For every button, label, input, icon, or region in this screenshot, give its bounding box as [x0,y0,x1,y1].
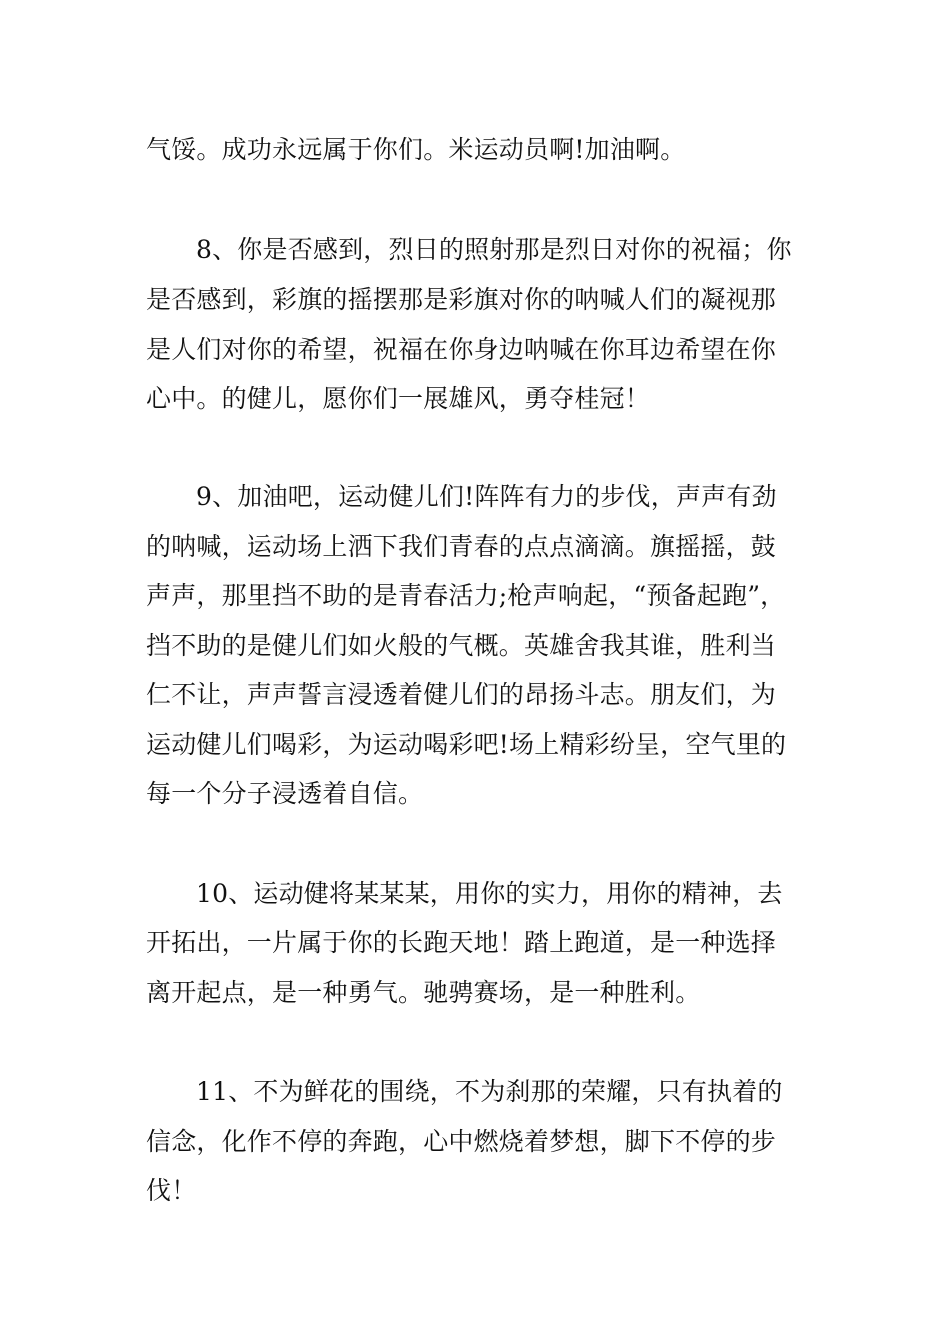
paragraph-11-line-3: 伐！ [146,1176,197,1205]
paragraph-8-line-1: 8、你是否感到，烈日的照射那是烈日对你的祝福；你 [196,235,792,264]
paragraph-10-line-2: 开拓出，一片属于你的长跑天地！踏上跑道，是一种选择 [146,928,777,957]
paragraph-7-line-1: 气馁。成功永远属于你们。米运动员啊!加油啊。 [146,135,686,164]
paragraph-8-line-2: 是否感到，彩旗的摇摆那是彩旗对你的呐喊人们的凝视那 [146,285,777,314]
paragraph-9-line-5: 仁不让，声声誓言浸透着健儿们的昂扬斗志。朋友们，为 [146,680,777,709]
paragraph-8-line-3: 是人们对你的希望，祝福在你身边呐喊在你耳边希望在你 [146,335,777,364]
paragraph-9-line-3: 声声，那里挡不助的是青春活力;枪声响起，“预备起跑”， [146,581,786,610]
paragraph-9-line-1: 9、加油吧，运动健儿们!阵阵有力的步伐，声声有劲 [196,482,777,511]
paragraph-9-line-4: 挡不助的是健儿们如火般的气概。英雄舍我其谁，胜利当 [146,631,777,660]
paragraph-8-line-4: 心中。的健儿，愿你们一展雄风，勇夺桂冠！ [146,384,651,413]
paragraph-10-line-1: 10、运动健将某某某，用你的实力，用你的精神，去 [196,879,783,908]
paragraph-9-line-7: 每一个分子浸透着自信。 [146,779,424,808]
paragraph-10-line-3: 离开起点，是一种勇气。驰骋赛场，是一种胜利。 [146,978,701,1007]
paragraph-9-line-2: 的呐喊，运动场上洒下我们青春的点点滴滴。旗摇摇，鼓 [146,532,777,561]
paragraph-9-line-6: 运动健儿们喝彩，为运动喝彩吧!场上精彩纷呈，空气里的 [146,730,787,759]
paragraph-11-line-1: 11、不为鲜花的围绕，不为刹那的荣耀，只有执着的 [196,1077,783,1106]
paragraph-11-line-2: 信念，化作不停的奔跑，心中燃烧着梦想，脚下不停的步 [146,1127,777,1156]
